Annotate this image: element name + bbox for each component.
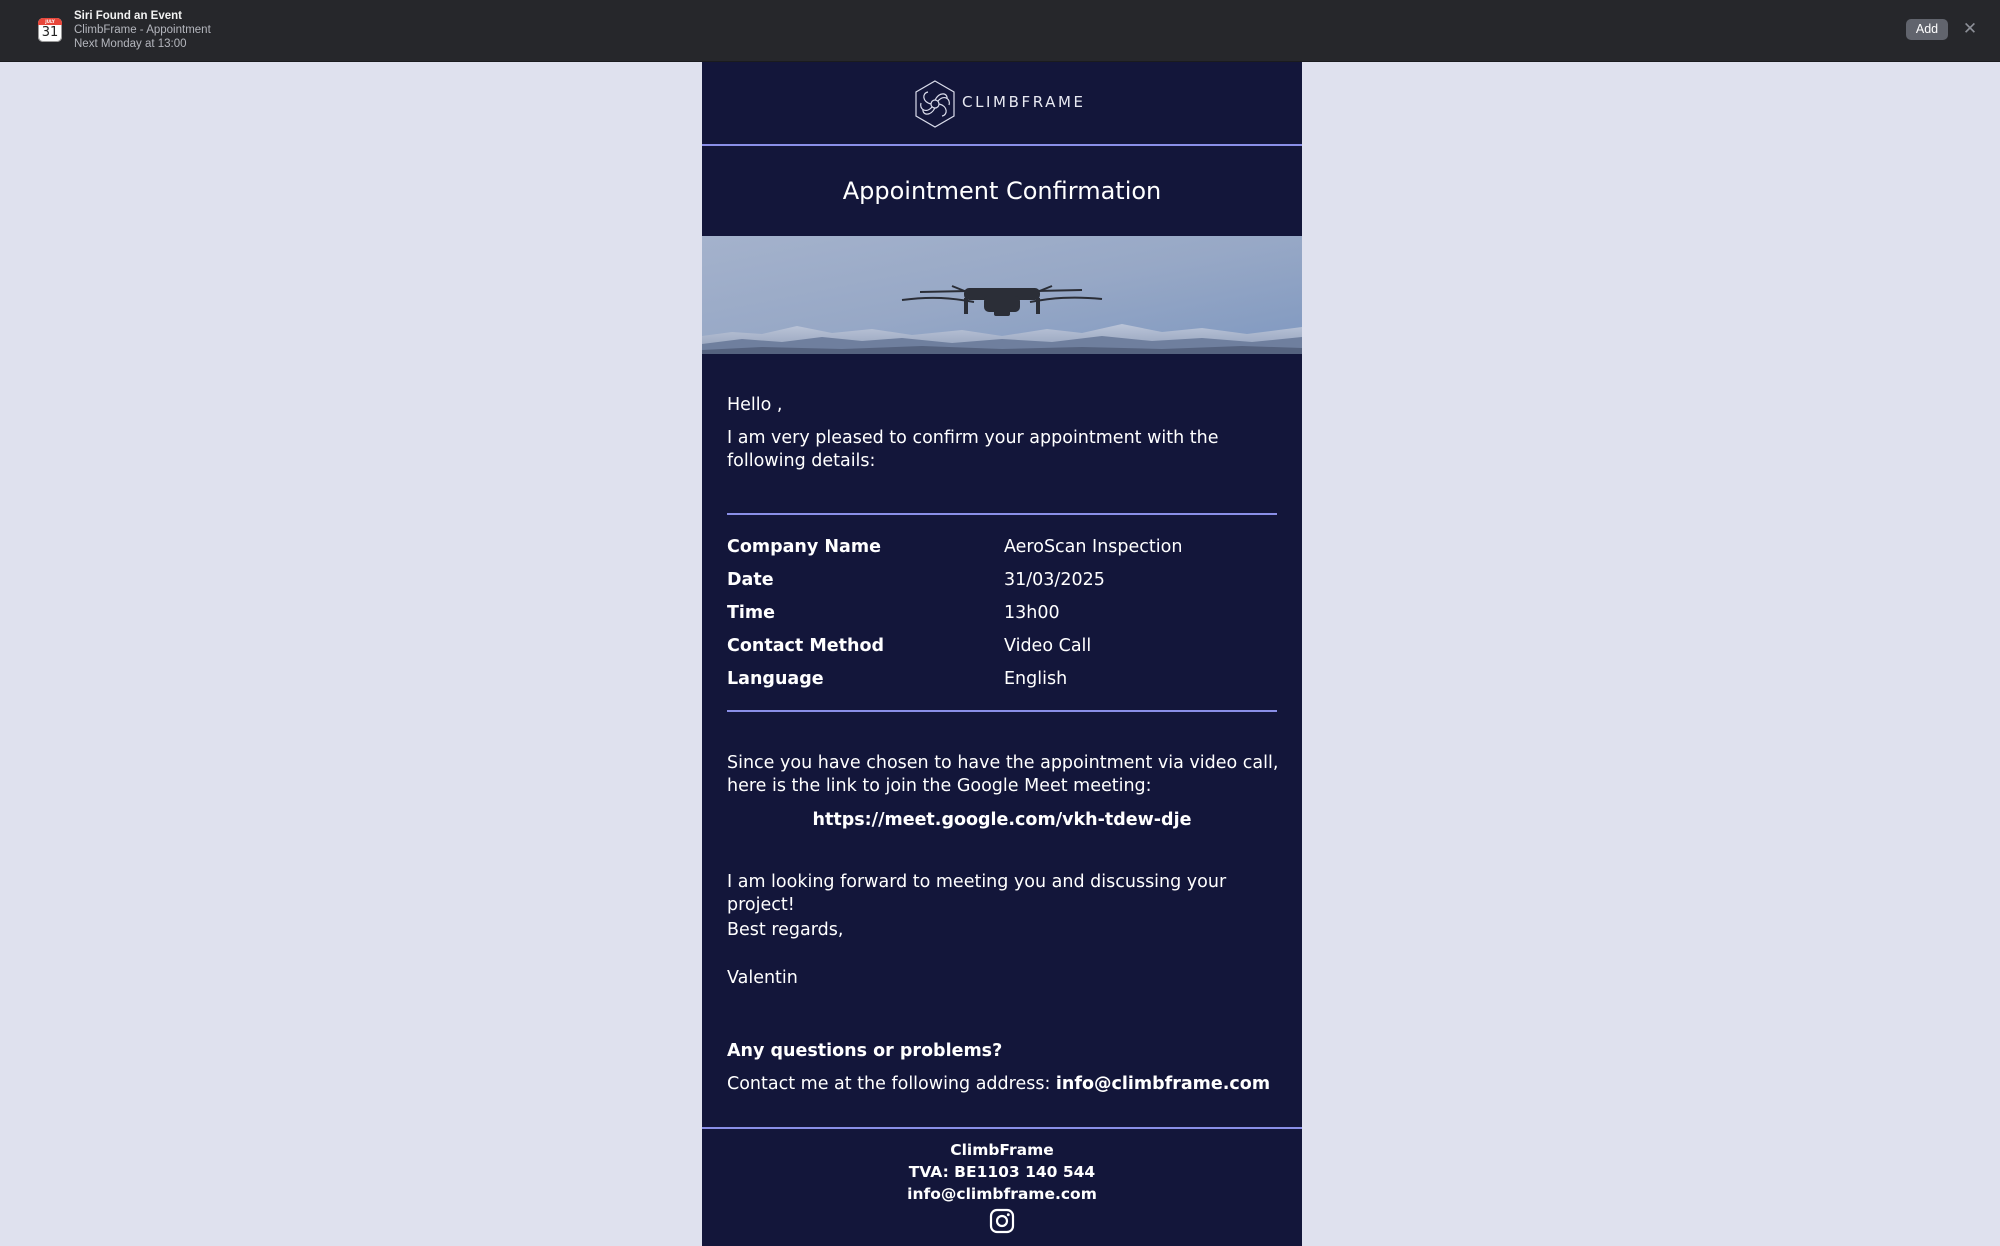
siri-event-time: Next Monday at 13:00 bbox=[74, 38, 187, 50]
email-body bbox=[702, 62, 1302, 1246]
siri-title: Siri Found an Event bbox=[74, 10, 182, 22]
detail-row-company bbox=[727, 534, 1277, 560]
header-divider bbox=[702, 144, 1302, 146]
signature-text: Valentin bbox=[727, 968, 798, 988]
calendar-month: JULY bbox=[45, 19, 55, 24]
detail-label: Company Name bbox=[727, 537, 881, 557]
footer-company: ClimbFrame bbox=[950, 1141, 1054, 1159]
close-icon[interactable]: ✕ bbox=[1962, 19, 1978, 39]
detail-label: Time bbox=[727, 603, 776, 623]
email-title: Appointment Confirmation bbox=[842, 177, 1162, 205]
detail-label: Date bbox=[727, 570, 774, 590]
questions-heading: Any questions or problems? bbox=[727, 1041, 1003, 1061]
greeting-text: Hello , bbox=[727, 395, 783, 415]
detail-row-date bbox=[727, 567, 1277, 593]
detail-value: AeroScan Inspection bbox=[1004, 537, 1183, 557]
regards-text: Best regards, bbox=[727, 920, 844, 940]
siri-event-text bbox=[74, 9, 211, 51]
detail-row-time bbox=[727, 600, 1277, 626]
details-top-divider bbox=[727, 513, 1277, 515]
detail-value: 13h00 bbox=[1004, 603, 1060, 623]
calendar-icon bbox=[38, 18, 62, 42]
footer-vat: TVA: BE1103 140 544 bbox=[908, 1163, 1096, 1181]
details-bottom-divider bbox=[727, 710, 1277, 712]
contact-line bbox=[727, 1073, 1282, 1096]
brand-wordmark: CLIMBFRAME bbox=[962, 93, 1086, 111]
intro-text: I am very pleased to confirm your appointment with the following details: bbox=[727, 428, 1219, 471]
detail-value: Video Call bbox=[1004, 636, 1092, 656]
climbframe-logo-icon bbox=[912, 79, 958, 129]
siri-event-name: ClimbFrame - Appointment bbox=[74, 24, 211, 36]
detail-row-language bbox=[727, 666, 1277, 692]
add-event-button[interactable]: Add bbox=[1906, 19, 1948, 40]
detail-row-contact-method bbox=[727, 633, 1277, 659]
drone-banner-image bbox=[702, 236, 1302, 354]
closing-text: I am looking forward to meeting you and discussing your project! bbox=[727, 872, 1227, 915]
instagram-icon[interactable] bbox=[989, 1208, 1015, 1234]
meet-link[interactable]: https://meet.google.com/vkh-tdew-dje bbox=[812, 810, 1192, 830]
contact-email-link[interactable]: info@climbframe.com bbox=[1055, 1074, 1271, 1094]
footer-divider bbox=[702, 1127, 1302, 1129]
contact-prefix: Contact me at the following address: bbox=[727, 1074, 1056, 1094]
detail-label: Contact Method bbox=[727, 636, 884, 656]
brand-header bbox=[702, 62, 1302, 144]
detail-value: 31/03/2025 bbox=[1004, 570, 1105, 590]
calendar-day: 31 bbox=[41, 25, 59, 40]
siri-suggestion-bar bbox=[0, 0, 2000, 62]
video-call-text: Since you have chosen to have the appointment via video call, here is the link to join the Google Meet meeting: bbox=[727, 753, 1279, 796]
footer-email-link[interactable]: info@climbframe.com bbox=[907, 1185, 1097, 1203]
detail-value: English bbox=[1004, 669, 1068, 689]
detail-label: Language bbox=[727, 669, 824, 689]
